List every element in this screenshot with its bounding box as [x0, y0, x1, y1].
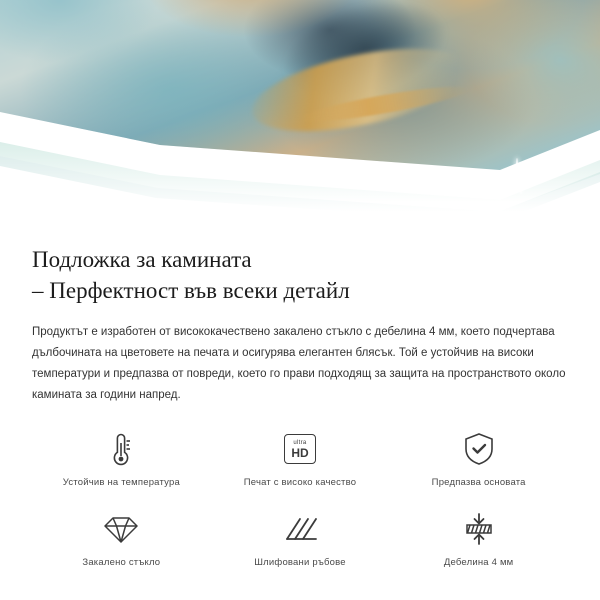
diamond-icon	[103, 508, 139, 550]
shield-check-icon	[462, 428, 496, 470]
feature-item-temperature	[32, 428, 211, 508]
feature-item-print-quality	[211, 428, 390, 508]
headline-line-2: – Перфектност във всеки детайл	[32, 278, 350, 303]
feature-label: Устойчив на температура	[62, 477, 180, 488]
feature-label: Шлифовани ръбове	[254, 557, 346, 568]
feature-item-protection	[389, 428, 568, 508]
feature-label: Предпазва основата	[431, 477, 526, 488]
feature-item-thickness	[389, 508, 568, 588]
thermometer-icon	[108, 428, 134, 470]
feature-grid	[32, 428, 568, 588]
content-area	[0, 222, 600, 588]
feature-label: Дебелина 4 мм	[443, 557, 514, 568]
body-paragraph: Продуктът е изработен от висококачествено закалено стъкло с дебелина 4 мм, което подчертава дълбочината на цветовете на печата и осигурява елегантен блясък. Той е устойчив на високи температури и предпазва от повреди, което го прави подходящ за защита на пространството около камината за години напред.	[32, 326, 566, 401]
feature-label: Закалено стъкло	[82, 557, 161, 568]
feature-item-tempered-glass	[32, 508, 211, 588]
page-title	[32, 244, 568, 306]
polished-edges-icon	[283, 508, 317, 550]
feature-item-polished-edges	[211, 508, 390, 588]
feature-label: Печат с високо качество	[243, 477, 357, 488]
headline-line-1: Подложка за камината	[32, 247, 252, 272]
ultra-hd-icon: ultra HD	[284, 428, 316, 470]
thickness-icon	[461, 508, 497, 550]
hero-image	[0, 0, 600, 222]
